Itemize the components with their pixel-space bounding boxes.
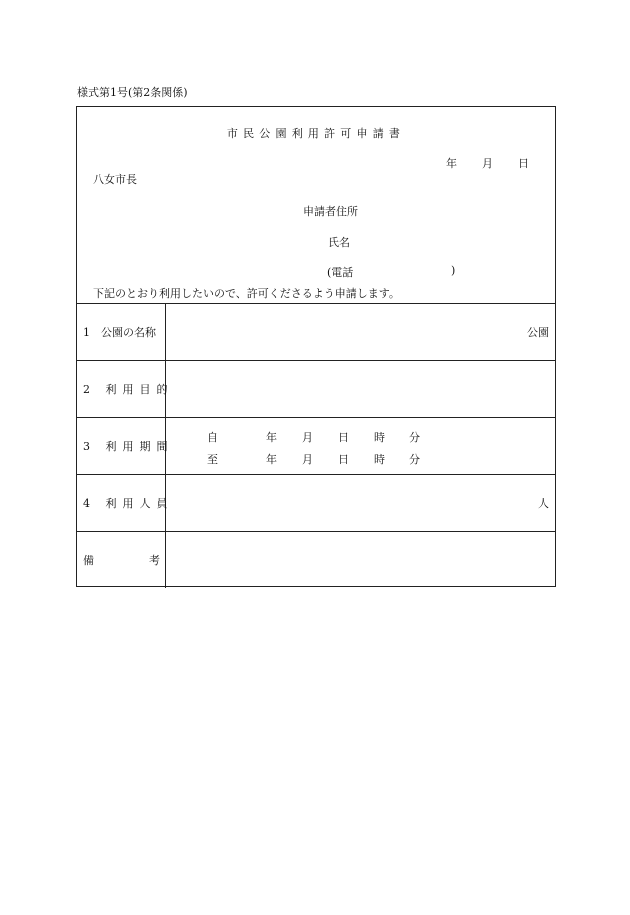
period-from-hour: 時 — [374, 431, 385, 444]
addressee: 八女市長 — [93, 173, 137, 186]
period-to-day: 日 — [338, 453, 349, 466]
period-to-minute: 分 — [409, 453, 420, 466]
row-people — [77, 474, 555, 531]
application-form — [76, 106, 556, 587]
applicant-phone-close: ) — [451, 264, 456, 277]
people-unit: 人 — [538, 497, 549, 510]
purpose-input[interactable] — [166, 361, 555, 417]
period-from-day: 日 — [338, 431, 349, 444]
form-title: 市民公園利用許可申請書 — [226, 127, 406, 140]
people-input[interactable] — [166, 475, 555, 531]
form-header — [77, 107, 555, 304]
period-to-marker: 至 — [207, 453, 218, 466]
form-number-label: 様式第1号(第2条関係) — [77, 86, 188, 99]
period-from-marker: 自 — [207, 431, 218, 444]
period-from[interactable] — [77, 429, 555, 443]
period-to-hour: 時 — [374, 453, 385, 466]
request-statement: 下記のとおり利用したいので、許可くださるよう申請します。 — [93, 287, 400, 300]
purpose-label: 2 利用目的 — [83, 383, 174, 396]
date-month[interactable]: 月 — [482, 157, 493, 170]
applicant-address-field[interactable]: 申請者住所 — [303, 205, 358, 218]
row-park-name — [77, 303, 555, 360]
park-unit: 公園 — [527, 326, 549, 339]
remarks-label-second: 考 — [149, 554, 160, 567]
park-name-input[interactable] — [166, 304, 555, 360]
park-name-label: 1 公園の名称 — [83, 326, 156, 339]
period-to[interactable] — [77, 451, 555, 465]
period-from-minute: 分 — [409, 431, 420, 444]
period-from-year: 年 — [266, 431, 277, 444]
period-label: 3 利用期間 — [83, 440, 174, 453]
period-to-month: 月 — [302, 453, 313, 466]
people-label: 4 利用人員 — [83, 497, 174, 510]
period-from-month: 月 — [302, 431, 313, 444]
date-year[interactable]: 年 — [446, 157, 457, 170]
remarks-input[interactable] — [166, 532, 555, 588]
row-remarks — [77, 531, 555, 588]
applicant-name-field[interactable]: 氏名 — [328, 236, 350, 249]
period-to-year: 年 — [266, 453, 277, 466]
remarks-label-first: 備 — [83, 554, 94, 567]
row-period — [77, 417, 555, 474]
date-day[interactable]: 日 — [518, 157, 529, 170]
applicant-phone-field[interactable]: (電話 — [327, 266, 354, 279]
row-purpose — [77, 360, 555, 417]
